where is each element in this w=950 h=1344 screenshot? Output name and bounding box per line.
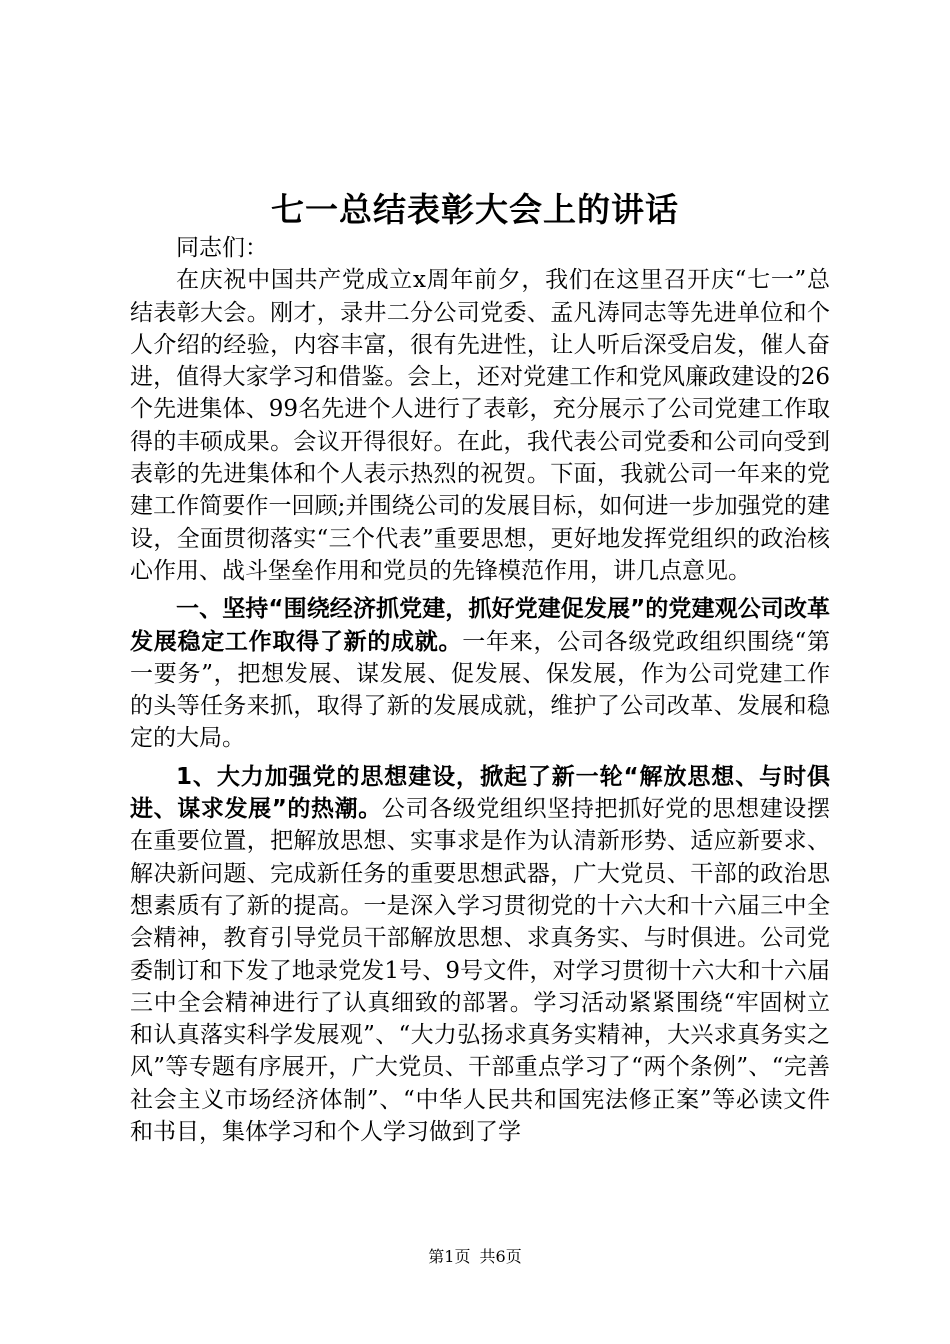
subsection-1-body: 公司各级党组织坚持把抓好党的思想建设摆在重要位置，把解放思想、实事求是作为认清新形势、适应新要求、解决新问题、完成新任务的重要思想武器，广大党员、干部的政治思想素质有了新的提高。一是深入学习贯彻党的十六大和十六届三中全会精神，教育引导党员干部解放思想、求真务实、与时俱进。公司党委制订和下发了地录党发1号、9号文件，对学习贯彻十六大和十六届三中全会精神进行了认真细致的部署。学习活动紧紧围绕“牢固树立和认真落实科学发展观”、“大力弘扬求真务实精神，大兴求真务实之风”等专题有序展开，广大党员、干部重点学习了“两个条例”、“完善社会主义市场经济体制”、“中华人民共和国宪法修正案”等必读文件和书目，集体学习和个人学习做到了学 bbox=[130, 796, 831, 1146]
section-1-body: 一年来，公司各级党政组织围绕“第一要务”，把想发展、谋发展、促发展、保发展，作为公司党建工作的头等任务来抓，取得了新的发展成就，维护了公司改革、发展和稳定的大局。 bbox=[130, 628, 831, 752]
page-footer bbox=[0, 1244, 950, 1267]
page-total: 共6页 bbox=[479, 1247, 522, 1266]
document-body bbox=[130, 232, 830, 1148]
section-1-paragraph bbox=[130, 593, 830, 754]
salutation: 同志们： bbox=[176, 235, 268, 261]
document-title: 七一总结表彰大会上的讲话 bbox=[271, 190, 679, 229]
subsection-1-heading: 1、大力加强党的思想建设，掀起了新一轮“解放思想、与时俱进、谋求发展”的热潮。 bbox=[130, 763, 830, 823]
subsection-1-paragraph bbox=[130, 761, 830, 1149]
page-number: 第1页 bbox=[428, 1247, 471, 1266]
intro-paragraph: 在庆祝中国共产党成立x周年前夕，我们在这里召开庆“七一”总结表彰大会。刚才，录井二分公司党委、孟凡涛同志等先进单位和个人介绍的经验，内容丰富，很有先进性，让人听后深受启发，催人奋进，值得大家学习和借鉴。会上，还对党建工作和党风廉政建设的26个先进集体、99名先进个人进行了表彰，充分展示了公司党建工作取得的丰硕成果。会议开得很好。在此，我代表公司党委和公司向受到表彰的先进集体和个人表示热烈的祝贺。下面，我就公司一年来的党建工作简要作一回顾;并围绕公司的发展目标，如何进一步加强党的建设，全面贯彻落实“三个代表”重要思想，更好地发挥党组织的政治核心作用、战斗堡垒作用和党员的先锋模范作用，讲几点意见。 bbox=[130, 267, 830, 584]
section-1-heading: 一、坚持“围绕经济抓党建，抓好党建促发展”的党建观公司改革发展稳定工作取得了新的成就。 bbox=[130, 596, 830, 655]
